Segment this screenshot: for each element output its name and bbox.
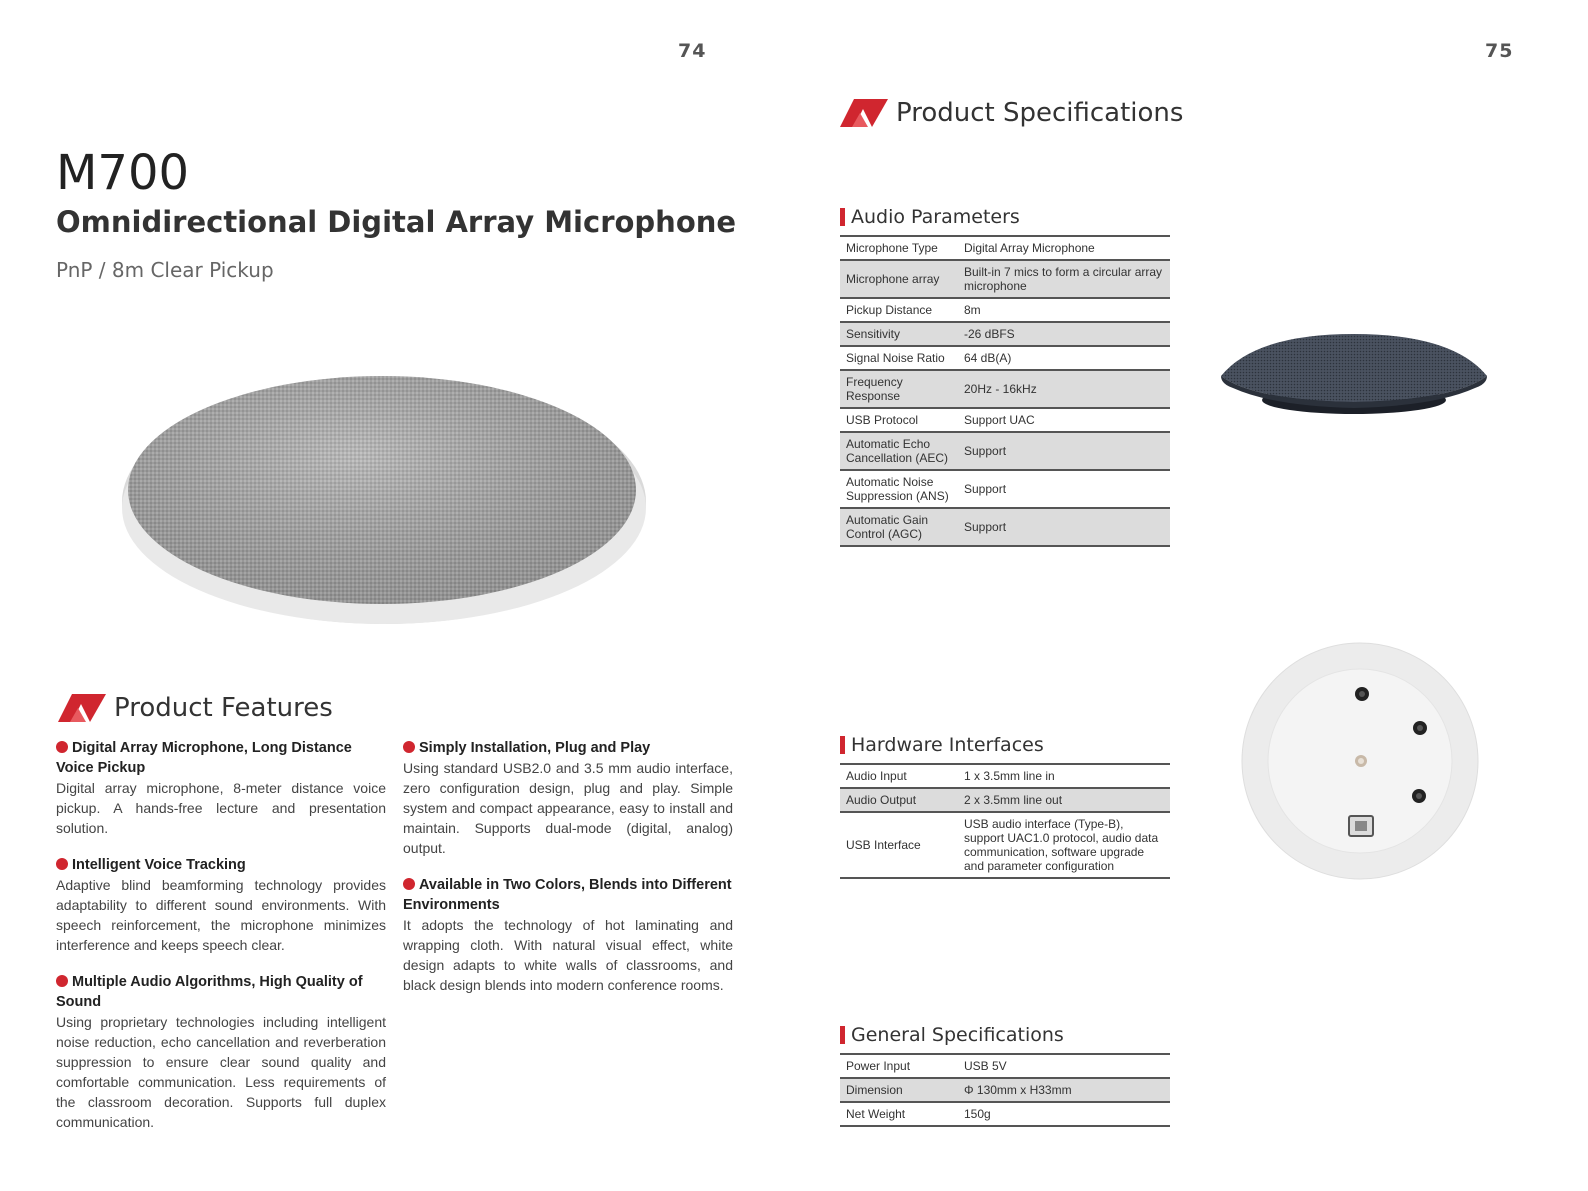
table-row [840,432,1170,470]
table-row [840,370,1170,408]
table-row [840,236,1170,260]
specs-heading [840,98,1183,128]
feature-body: Using proprietary technologies including intelligent noise reduction, echo cancellation and reverberation suppression to ensure clear sound quality and comfortable communication. Less requirements of the classroom decoration. Supports full duplex communication. [56,1014,386,1130]
brand-logo-icon [58,694,106,722]
table-row [840,346,1170,370]
section-marker [840,208,845,226]
spec-key: Power Input [840,1054,958,1078]
spec-value: Built-in 7 mics to form a circular array microphone [958,260,1170,298]
audio-parameters-title [840,205,1170,229]
table-row [840,1102,1170,1126]
general-specifications-title-text: General Specifications [851,1024,1064,1046]
features-column-left [56,738,386,1149]
spec-key: Audio Output [840,788,958,812]
spec-value: Support [958,508,1170,546]
table-row [840,508,1170,546]
spec-key: Signal Noise Ratio [840,346,958,370]
audio-parameters-title-text: Audio Parameters [851,206,1020,228]
spec-value: 64 dB(A) [958,346,1170,370]
table-row [840,322,1170,346]
spec-value: 150g [958,1102,1170,1126]
general-specifications-table [840,1053,1170,1127]
spec-value: 1 x 3.5mm line in [958,764,1170,788]
spec-value: Support [958,432,1170,470]
table-row [840,260,1170,298]
hardware-interfaces-block [840,733,1170,879]
table-row [840,788,1170,812]
spec-key: Automatic Gain Control (AGC) [840,508,958,546]
table-row [840,1078,1170,1102]
spec-key: Pickup Distance [840,298,958,322]
table-row [840,408,1170,432]
spec-key: Microphone Type [840,236,958,260]
feature-item [403,875,733,995]
feature-item [403,738,733,858]
spec-key: Sensitivity [840,322,958,346]
spec-key: Automatic Noise Suppression (ANS) [840,470,958,508]
bullet-icon [403,878,415,890]
spec-key: Net Weight [840,1102,958,1126]
general-specifications-block [840,1023,1170,1127]
page-number-right: 75 [1485,40,1514,62]
spec-value: 2 x 3.5mm line out [958,788,1170,812]
audio-parameters-block [840,205,1170,547]
bullet-icon [56,975,68,987]
bullet-icon [403,741,415,753]
page-number-left: 74 [678,40,707,62]
feature-body: Adaptive blind beamforming technology provides adaptability to different sound environments. With speech reinforcement, the microphone minimizes interference and keeps speech clear. [56,877,386,953]
spec-value: 8m [958,298,1170,322]
feature-item [56,972,386,1132]
product-subtitle: Omnidirectional Digital Array Microphone [56,205,737,239]
feature-item [56,855,386,955]
features-heading-label: Product Features [114,693,333,723]
spec-value: USB 5V [958,1054,1170,1078]
feature-title: Intelligent Voice Tracking [72,857,246,873]
spec-value: Support [958,470,1170,508]
feature-item [56,738,386,838]
spec-key: USB Interface [840,812,958,878]
feature-title: Simply Installation, Plug and Play [419,740,651,756]
table-row [840,812,1170,878]
feature-body: Using standard USB2.0 and 3.5 mm audio interface, zero configuration design, plug and play. Simple system and compact appearance, easy to install and maintain. Supports dual-mode (digital, analog) output. [403,760,733,856]
hardware-interfaces-title [840,733,1170,757]
microphone-bottom-image [1241,642,1479,880]
features-heading [58,693,333,723]
spec-key: Automatic Echo Cancellation (AEC) [840,432,958,470]
spec-value: USB audio interface (Type-B), support UAC1.0 protocol, audio data communication, software upgrade and parameter configuration [958,812,1170,878]
spec-value: 20Hz - 16kHz [958,370,1170,408]
feature-title: Digital Array Microphone, Long Distance Voice Pickup [56,740,352,776]
feature-title: Available in Two Colors, Blends into Different Environments [403,877,732,913]
hardware-interfaces-table [840,763,1170,879]
feature-body: It adopts the technology of hot laminating and wrapping cloth. With natural visual effect, white design adapts to white walls of classrooms, and black design blends into modern conference rooms. [403,917,733,993]
table-row [840,764,1170,788]
spec-key: Audio Input [840,764,958,788]
general-specifications-title [840,1023,1170,1047]
spec-key: Microphone array [840,260,958,298]
spec-key: USB Protocol [840,408,958,432]
bullet-icon [56,741,68,753]
spec-value: Support UAC [958,408,1170,432]
microphone-side-image [1215,332,1493,418]
spec-key: Frequency Response [840,370,958,408]
spec-value: Digital Array Microphone [958,236,1170,260]
spec-value: Φ 130mm x H33mm [958,1078,1170,1102]
spec-key: Dimension [840,1078,958,1102]
table-row [840,470,1170,508]
audio-parameters-table [840,235,1170,547]
model-name: M700 [56,145,190,201]
hardware-interfaces-title-text: Hardware Interfaces [851,734,1044,756]
microphone-top-image [120,372,648,627]
table-row [840,298,1170,322]
product-tagline: PnP / 8m Clear Pickup [56,258,274,282]
feature-title: Multiple Audio Algorithms, High Quality of Sound [56,974,363,1010]
brand-logo-icon [840,99,888,127]
features-column-right [403,738,733,1012]
spec-value: -26 dBFS [958,322,1170,346]
table-row [840,1054,1170,1078]
bullet-icon [56,858,68,870]
feature-body: Digital array microphone, 8-meter distance voice pickup. A hands-free lecture and presentation solution. [56,780,386,836]
section-marker [840,1026,845,1044]
section-marker [840,736,845,754]
specs-heading-label: Product Specifications [896,98,1184,128]
